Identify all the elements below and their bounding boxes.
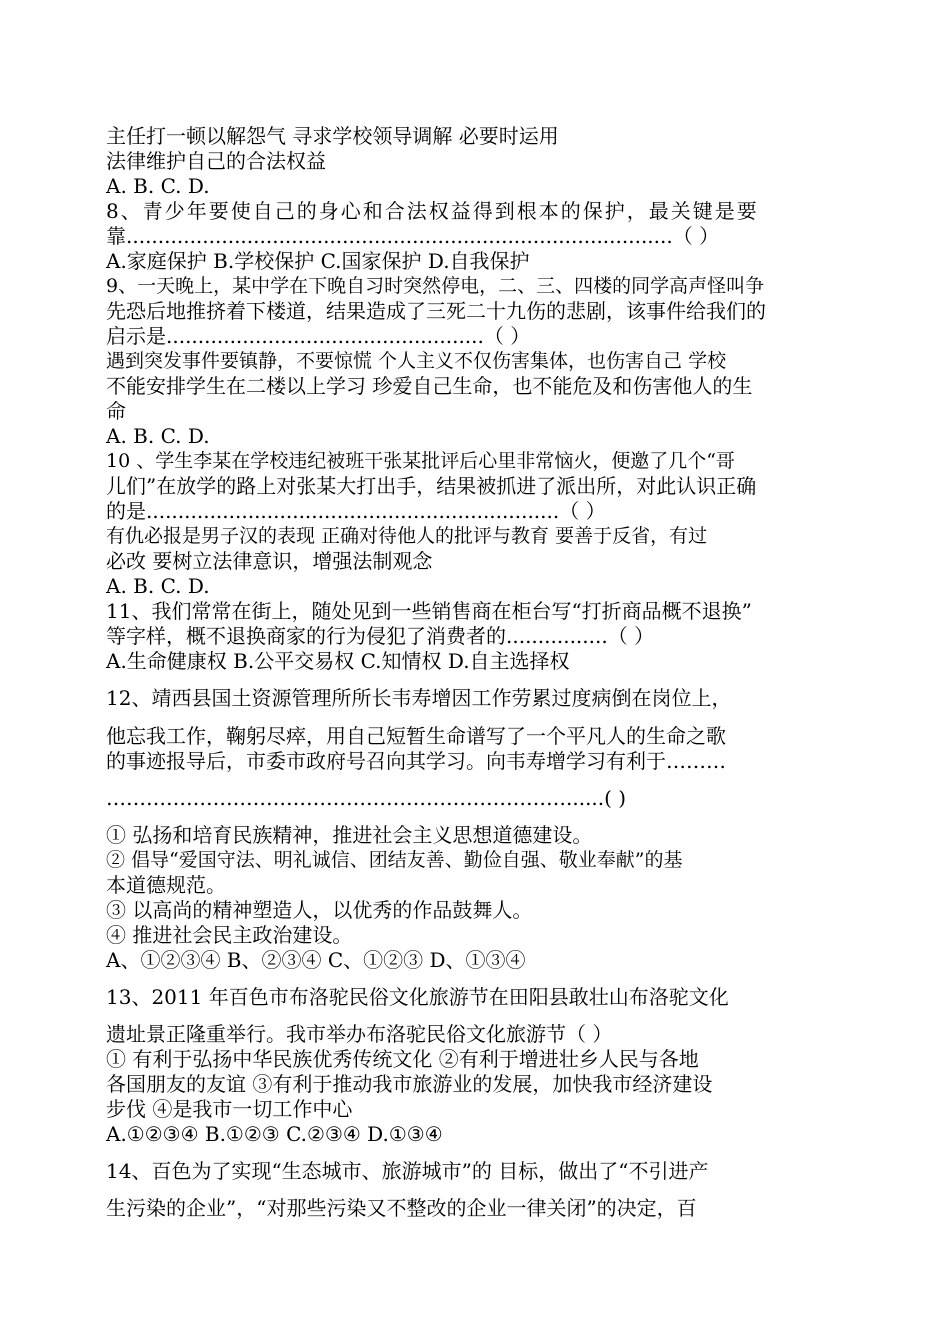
text-line: 启示是..................................................（ ）: [106, 324, 531, 348]
text-line: ② 倡导“爱国守法、明礼诚信、团结友善、勤俭自强、敬业奉献”的基: [106, 849, 683, 871]
text-line: A. B. C. D.: [106, 574, 210, 598]
text-line: 8、青少年要使自己的身心和合法权益得到根本的保护，最关键是要: [106, 199, 759, 223]
text-line: 他忘我工作，鞠躬尽瘁，用自己短暂生命谱写了一个平凡人的生命之歌: [106, 724, 726, 748]
text-line: 儿们”在放学的路上对张某大打出手，结果被抓进了派出所，对此认识正确: [106, 474, 757, 498]
text-line: A.家庭保护 B.学校保护 C.国家保护 D.自我保护: [106, 249, 530, 273]
text-line: 11、我们常常在街上，随处见到一些销售商在柜台写“打折商品概不退换”: [106, 599, 752, 623]
text-line: 法律维护自己的合法权益: [106, 149, 326, 173]
text-line: 有仇必报是男子汉的表现 正确对待他人的批评与教育 要善于反省，有过: [106, 525, 708, 547]
text-line: ① 弘扬和培育民族精神，推进社会主义思想道德建设。: [106, 823, 593, 847]
text-line: 14、百色为了实现“生态城市、旅游城市”的 目标，做出了“不引进产: [106, 1159, 709, 1183]
text-line: ④ 推进社会民主政治建设。: [106, 923, 353, 947]
text-line: A. B. C. D.: [106, 174, 210, 198]
text-line: ③ 以高尚的精神塑造人，以优秀的作品鼓舞人。: [106, 898, 533, 922]
text-line: 主任打一顿以解怨气 寻求学校领导调解 必要时运用: [106, 124, 559, 148]
text-line: 靠......................................................................................（ ）: [106, 224, 720, 248]
text-line: A.生命健康权 B.公平交易权 C.知情权 D.自主选择权: [106, 649, 570, 673]
text-line: 命: [106, 399, 126, 423]
text-line: A、①②③④ B、②③④ C、①②③ D、①③④: [106, 948, 526, 972]
text-line: 10 、学生李某在学校违纪被班干张某批评后心里非常恼火，便邀了几个“哥: [106, 450, 735, 472]
text-line: 的事迹报导后，市委市政府号召向其学习。向韦寿增学习有利于………: [106, 749, 726, 773]
text-line: 的是.................................................................（ ）: [106, 499, 606, 523]
text-line: 不能安排学生在二楼以上学习 珍爱自己生命，也不能危及和伤害他人的生: [106, 374, 753, 398]
text-line: ……………………………………………………………......( ): [106, 786, 627, 810]
text-line: A. B. C. D.: [106, 424, 210, 448]
text-line: 等字样，概不退换商家的行为侵犯了消费者的................（ ）: [106, 624, 655, 648]
text-line: 先恐后地推挤着下楼道，结果造成了三死二十九伤的悲剧，该事件给我们的: [106, 299, 766, 323]
text-line: 生污染的企业”，“对那些污染又不整改的企业一律关闭”的决定，百: [106, 1196, 697, 1220]
text-line: ① 有利于弘扬中华民族优秀传统文化 ②有利于增进壮乡人民与各地: [106, 1047, 699, 1071]
text-line: A.①②③④ B.①②③ C.②③④ D.①③④: [106, 1122, 443, 1146]
text-line: 遗址景正隆重举行。我市举办布洛驼民俗文化旅游节（ ）: [106, 1022, 613, 1046]
text-line: 各国朋友的友谊 ③有利于推动我市旅游业的发展，加快我市经济建设: [106, 1072, 713, 1096]
text-line: 13、2011 年百色市布洛驼民俗文化旅游节在田阳县敢壮山布洛驼文化: [106, 985, 729, 1009]
text-line: 9、一天晚上，某中学在下晚自习时突然停电，二、三、四楼的同学高声怪叫争: [106, 275, 765, 297]
text-line: 本道德规范。: [106, 873, 226, 897]
text-line: 遇到突发事件要镇静，不要惊慌 个人主义不仅伤害集体，也伤害自己 学校: [106, 350, 727, 372]
text-line: 必改 要树立法律意识，增强法制观念: [106, 549, 433, 573]
text-line: 步伐 ④是我市一切工作中心: [106, 1097, 353, 1121]
text-line: 12、靖西县国土资源管理所所长韦寿增因工作劳累过度病倒在岗位上，: [106, 686, 732, 710]
